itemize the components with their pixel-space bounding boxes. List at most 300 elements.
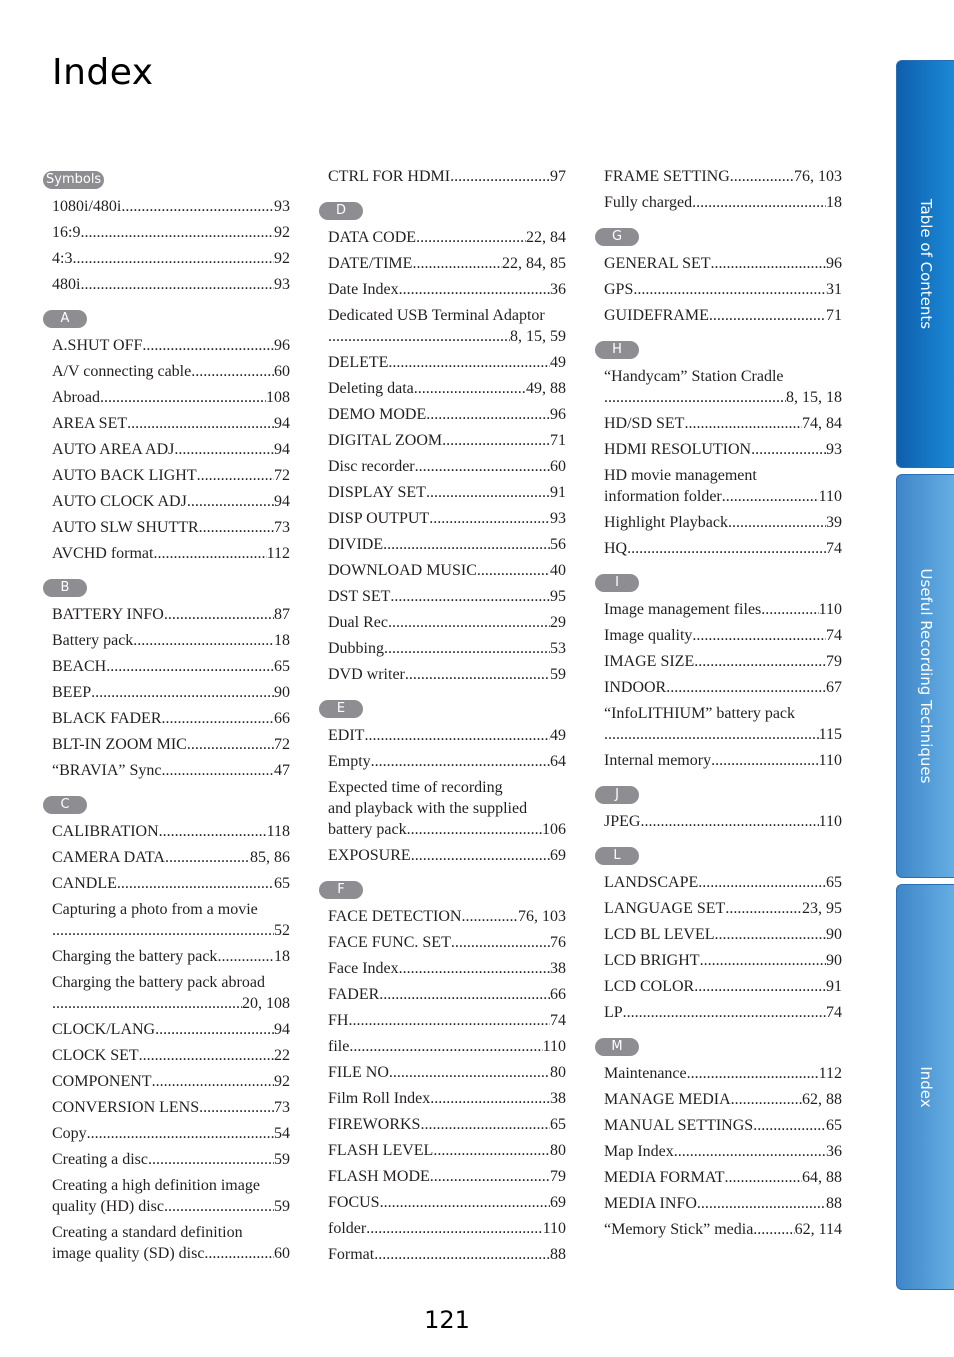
entry-pages[interactable]: 76 [550, 934, 566, 951]
entry-term: Face Index [328, 960, 399, 977]
dot-leader [461, 906, 518, 927]
entry-row [52, 1196, 290, 1217]
entry-pages[interactable]: 22 [274, 1047, 290, 1064]
index-entry[interactable] [52, 274, 290, 295]
index-entry[interactable] [328, 1010, 566, 1031]
entry-term: “Memory Stick” media [604, 1221, 754, 1238]
index-entry[interactable] [328, 1140, 566, 1161]
entry-pages[interactable]: 112 [266, 545, 290, 562]
entry-row [604, 1063, 842, 1084]
index-entry[interactable] [604, 1089, 842, 1110]
section-letter-badge: G [595, 228, 639, 246]
entry-pages[interactable]: 49, 88 [526, 380, 566, 397]
index-entry[interactable] [52, 1019, 290, 1040]
entry-pages[interactable]: 53 [550, 640, 566, 657]
entry-pages[interactable]: 112 [818, 1065, 842, 1082]
dot-leader [199, 517, 274, 538]
dot-leader [91, 682, 274, 703]
entry-term: DST SET [328, 588, 391, 605]
index-entry[interactable] [52, 543, 290, 564]
entry-pages[interactable]: 96 [550, 406, 566, 423]
index-entry[interactable] [604, 976, 842, 997]
dot-leader [451, 932, 550, 953]
dot-leader [199, 1097, 274, 1118]
index-entry[interactable] [328, 166, 566, 187]
index-entry[interactable] [52, 335, 290, 356]
index-entry[interactable] [604, 538, 842, 559]
entry-pages[interactable]: 93 [826, 441, 842, 458]
entry-pages[interactable]: 18 [274, 632, 290, 649]
index-entry[interactable] [604, 253, 842, 274]
entry-term: LCD COLOR [604, 978, 695, 995]
dot-leader [433, 1140, 550, 1161]
entry-row [604, 924, 842, 945]
section-letter-badge: B [43, 579, 87, 597]
index-entry[interactable] [604, 1193, 842, 1214]
index-entry[interactable] [52, 1071, 290, 1092]
index-column-2 [328, 166, 566, 1270]
entry-pages[interactable]: 65 [274, 875, 290, 892]
dot-leader [709, 305, 826, 326]
entry-term-line: Creating a standard definition [52, 1224, 243, 1241]
dot-leader [731, 1089, 802, 1110]
index-entry[interactable] [328, 586, 566, 607]
entry-pages[interactable]: 93 [274, 198, 290, 215]
index-entry[interactable] [328, 279, 566, 300]
index-entry[interactable] [604, 811, 842, 832]
dot-leader [121, 196, 274, 217]
entry-pages[interactable]: 74 [550, 1012, 566, 1029]
index-entry[interactable] [328, 1114, 566, 1135]
index-entry[interactable] [328, 725, 566, 746]
index-entry[interactable] [328, 305, 566, 347]
entry-pages[interactable]: 38 [550, 1090, 566, 1107]
entry-row [328, 253, 566, 274]
entry-pages[interactable]: 22, 84 [526, 229, 566, 246]
entry-pages[interactable]: 59 [274, 1198, 290, 1215]
dot-leader [640, 811, 818, 832]
index-entry[interactable] [52, 630, 290, 651]
entry-pages[interactable]: 74 [826, 540, 842, 557]
index-entry[interactable] [604, 1219, 842, 1240]
dot-leader [442, 430, 550, 451]
index-entry[interactable] [604, 898, 842, 919]
entry-pages[interactable]: 40 [550, 562, 566, 579]
entry-pages[interactable]: 72 [274, 467, 290, 484]
index-entry[interactable] [52, 972, 290, 1014]
dot-leader [633, 279, 826, 300]
entry-pages[interactable]: 96 [274, 337, 290, 354]
index-entry[interactable] [52, 1222, 290, 1264]
entry-row [328, 612, 566, 633]
entry-pages[interactable]: 60 [274, 1245, 290, 1262]
entry-row [52, 222, 290, 243]
index-section [328, 192, 566, 685]
index-entry[interactable] [604, 1063, 842, 1084]
index-entry[interactable] [52, 222, 290, 243]
dot-leader [364, 725, 550, 746]
entry-pages[interactable]: 92 [274, 224, 290, 241]
index-entry[interactable] [328, 534, 566, 555]
entry-pages[interactable]: 74 [826, 1004, 842, 1021]
entry-pages[interactable]: 60 [550, 458, 566, 475]
index-entry[interactable] [604, 750, 842, 771]
index-entry[interactable] [604, 924, 842, 945]
index-entry[interactable] [328, 1088, 566, 1109]
entry-term: LANGUAGE SET [604, 900, 726, 917]
entry-term: DISP OUTPUT [328, 510, 430, 527]
entry-pages[interactable]: 36 [826, 1143, 842, 1160]
entry-pages[interactable]: 62, 88 [802, 1091, 842, 1108]
entry-term: BEACH [52, 658, 107, 675]
index-entry[interactable] [52, 517, 290, 538]
index-entry[interactable] [328, 227, 566, 248]
entry-pages[interactable]: 94 [274, 1021, 290, 1038]
index-entry[interactable] [52, 465, 290, 486]
entry-pages[interactable]: 88 [826, 1195, 842, 1212]
entry-pages[interactable]: 92 [274, 1073, 290, 1090]
entry-pages[interactable]: 59 [274, 1151, 290, 1168]
entry-pages[interactable]: 110 [818, 813, 842, 830]
index-column-1 [46, 166, 290, 1269]
entry-pages[interactable]: 69 [550, 1194, 566, 1211]
dot-leader [692, 192, 826, 213]
index-entry[interactable] [328, 352, 566, 373]
entry-pages[interactable]: 18 [274, 948, 290, 965]
index-entry[interactable] [52, 682, 290, 703]
index-entry[interactable] [328, 906, 566, 927]
index-section [604, 1028, 842, 1240]
index-entry[interactable] [52, 1045, 290, 1066]
entry-row [328, 1062, 566, 1083]
entry-pages[interactable]: 66 [274, 710, 290, 727]
entry-pages[interactable]: 118 [266, 823, 290, 840]
index-entry[interactable] [604, 192, 842, 213]
index-entry[interactable] [328, 984, 566, 1005]
entry-row [604, 1115, 842, 1136]
dot-leader [412, 253, 502, 274]
entry-pages[interactable]: 90 [826, 926, 842, 943]
entry-pages[interactable]: 56 [550, 536, 566, 553]
entry-pages[interactable]: 94 [274, 441, 290, 458]
entry-row [604, 976, 842, 997]
dot-leader [711, 253, 826, 274]
entry-pages[interactable]: 31 [826, 281, 842, 298]
entry-term-line: “InfoLITHIUM” battery pack [604, 705, 796, 722]
entry-pages[interactable]: 8, 15, 59 [510, 328, 566, 345]
entry-pages[interactable]: 66 [550, 986, 566, 1003]
index-entry[interactable] [52, 387, 290, 408]
index-entry[interactable] [604, 366, 842, 408]
entry-term: Empty [328, 753, 371, 770]
entry-row [604, 677, 842, 698]
index-entry[interactable] [52, 1149, 290, 1170]
entry-pages[interactable]: 54 [274, 1125, 290, 1142]
tab-index[interactable] [896, 884, 954, 1290]
entry-pages[interactable]: 65 [826, 874, 842, 891]
entry-pages[interactable]: 110 [818, 488, 842, 505]
index-entry[interactable] [52, 708, 290, 729]
entry-pages[interactable]: 94 [274, 415, 290, 432]
entry-row [604, 538, 842, 559]
dot-leader [692, 625, 826, 646]
index-entry[interactable] [328, 638, 566, 659]
entry-pages[interactable]: 92 [274, 250, 290, 267]
entry-pages[interactable]: 79 [550, 1168, 566, 1185]
entry-pages[interactable]: 64 [550, 753, 566, 770]
entry-term: EXPOSURE [328, 847, 411, 864]
entry-pages[interactable]: 93 [550, 510, 566, 527]
index-entry[interactable] [604, 677, 842, 698]
index-entry[interactable] [328, 430, 566, 451]
index-entry[interactable] [604, 413, 842, 434]
section-letter-badge: E [319, 700, 363, 718]
dot-leader [374, 1244, 550, 1265]
index-entry[interactable] [52, 196, 290, 217]
entry-pages[interactable]: 29 [550, 614, 566, 631]
entry-row [604, 486, 842, 507]
entry-row [328, 1036, 566, 1057]
entry-pages[interactable]: 22, 84, 85 [502, 255, 566, 272]
entry-pages[interactable]: 110 [542, 1220, 566, 1237]
index-entry[interactable] [52, 847, 290, 868]
entry-term: AUTO CLOCK ADJ [52, 493, 187, 510]
entry-row [52, 760, 290, 781]
entry-term: CALIBRATION [52, 823, 159, 840]
tab-table-of-contents[interactable] [896, 60, 954, 468]
index-entry[interactable] [328, 1166, 566, 1187]
entry-pages[interactable]: 80 [550, 1064, 566, 1081]
index-entry[interactable] [328, 378, 566, 399]
entry-pages[interactable]: 8, 15, 18 [786, 389, 842, 406]
entry-pages[interactable]: 91 [550, 484, 566, 501]
index-entry[interactable] [328, 777, 566, 840]
entry-row [328, 560, 566, 581]
dot-leader [142, 335, 274, 356]
entry-pages[interactable]: 73 [274, 1099, 290, 1116]
index-entry[interactable] [52, 248, 290, 269]
index-entry[interactable] [52, 413, 290, 434]
index-entry[interactable] [328, 508, 566, 529]
dot-leader [429, 508, 550, 529]
index-entry[interactable] [328, 845, 566, 866]
index-entry[interactable] [52, 656, 290, 677]
entry-pages[interactable]: 36 [550, 281, 566, 298]
entry-row [604, 950, 842, 971]
index-entry[interactable] [604, 625, 842, 646]
entry-term: FLASH MODE [328, 1168, 430, 1185]
entry-pages[interactable]: 72 [274, 736, 290, 753]
index-entry[interactable] [604, 703, 842, 745]
entry-pages[interactable]: 76, 103 [518, 908, 566, 925]
dot-leader [694, 651, 826, 672]
index-entry[interactable] [328, 1036, 566, 1057]
index-entry[interactable] [52, 821, 290, 842]
entry-pages[interactable]: 74 [826, 627, 842, 644]
index-entry[interactable] [52, 873, 290, 894]
index-entry[interactable] [604, 1167, 842, 1188]
dot-leader [348, 1010, 550, 1031]
index-entry[interactable] [604, 279, 842, 300]
entry-pages[interactable]: 62, 114 [794, 1221, 842, 1238]
entry-row [604, 192, 842, 213]
index-entry[interactable] [52, 1097, 290, 1118]
index-entry[interactable] [328, 932, 566, 953]
entry-pages[interactable]: 52 [274, 922, 290, 939]
dot-leader [730, 166, 794, 187]
entry-row [604, 1219, 842, 1240]
entry-term: Film Roll Index [328, 1090, 431, 1107]
index-entry[interactable] [604, 1002, 842, 1023]
dot-leader [399, 279, 550, 300]
entry-row [52, 439, 290, 460]
index-entry[interactable] [328, 1192, 566, 1213]
index-entry[interactable] [52, 491, 290, 512]
entry-term: COMPONENT [52, 1073, 152, 1090]
index-entry[interactable] [604, 465, 842, 507]
entry-row [328, 751, 566, 772]
index-entry[interactable] [604, 1115, 842, 1136]
index-entry[interactable] [604, 651, 842, 672]
entry-row [52, 1097, 290, 1118]
entry-pages[interactable]: 79 [826, 653, 842, 670]
entry-pages[interactable]: 115 [818, 726, 842, 743]
entry-pages[interactable]: 85, 86 [250, 849, 290, 866]
entry-pages[interactable]: 47 [274, 762, 290, 779]
entry-pages[interactable]: 94 [274, 493, 290, 510]
index-entry[interactable] [328, 482, 566, 503]
index-entry[interactable] [604, 872, 842, 893]
dot-leader [426, 482, 550, 503]
entry-row [328, 1088, 566, 1109]
entry-pages[interactable]: 73 [274, 519, 290, 536]
dot-leader [674, 1141, 826, 1162]
entry-term: LP [604, 1004, 623, 1021]
page-number: 121 [424, 1306, 470, 1334]
entry-row [52, 387, 290, 408]
entry-pages[interactable]: 110 [818, 752, 842, 769]
dot-leader [349, 1036, 542, 1057]
index-entry[interactable] [604, 439, 842, 460]
index-entry[interactable] [52, 899, 290, 941]
entry-pages[interactable]: 91 [826, 978, 842, 995]
index-entry[interactable] [52, 361, 290, 382]
entry-pages[interactable]: 80 [550, 1142, 566, 1159]
entry-pages[interactable]: 90 [826, 952, 842, 969]
dot-leader [159, 821, 267, 842]
index-entry[interactable] [328, 958, 566, 979]
index-entry[interactable] [328, 1062, 566, 1083]
entry-pages[interactable]: 90 [274, 684, 290, 701]
entry-pages[interactable]: 18 [826, 194, 842, 211]
entry-pages[interactable]: 106 [542, 821, 566, 838]
index-entry[interactable] [52, 439, 290, 460]
entry-pages[interactable]: 49 [550, 727, 566, 744]
entry-pages[interactable]: 71 [826, 307, 842, 324]
index-entry[interactable] [604, 166, 842, 187]
index-entry[interactable] [328, 1218, 566, 1239]
entry-pages[interactable]: 60 [274, 363, 290, 380]
entry-pages[interactable]: 69 [550, 847, 566, 864]
entry-pages[interactable]: 96 [826, 255, 842, 272]
entry-pages[interactable]: 110 [542, 1038, 566, 1055]
entry-pages[interactable]: 65 [274, 658, 290, 675]
index-entry[interactable] [52, 604, 290, 625]
dot-leader [127, 413, 274, 434]
index-entry[interactable] [52, 760, 290, 781]
entry-pages[interactable]: 59 [550, 666, 566, 683]
index-section [604, 331, 842, 559]
index-entry[interactable] [52, 734, 290, 755]
index-entry[interactable] [328, 1244, 566, 1265]
entry-pages[interactable]: 110 [818, 601, 842, 618]
dot-leader [164, 1196, 274, 1217]
index-entry[interactable] [604, 599, 842, 620]
entry-pages[interactable]: 65 [826, 1117, 842, 1134]
entry-pages[interactable]: 88 [550, 1246, 566, 1263]
tab-useful-recording-techniques[interactable] [896, 474, 954, 878]
entry-pages[interactable]: 20, 108 [242, 995, 290, 1012]
section-letter-badge: C [43, 796, 87, 814]
entry-pages[interactable]: 65 [550, 1116, 566, 1133]
entry-row [52, 1071, 290, 1092]
entry-pages[interactable]: 87 [274, 606, 290, 623]
entry-pages[interactable]: 71 [550, 432, 566, 449]
index-entry[interactable] [52, 1123, 290, 1144]
index-section [604, 218, 842, 326]
entry-row [328, 845, 566, 866]
entry-pages[interactable]: 23, 95 [802, 900, 842, 917]
index-entry[interactable] [328, 751, 566, 772]
entry-pages[interactable]: 38 [550, 960, 566, 977]
entry-pages[interactable]: 64, 88 [802, 1169, 842, 1186]
entry-pages[interactable]: 95 [550, 588, 566, 605]
index-entry[interactable] [604, 1141, 842, 1162]
entry-pages[interactable]: 93 [274, 276, 290, 293]
entry-pages[interactable]: 76, 103 [794, 168, 842, 185]
dot-leader [366, 1218, 542, 1239]
entry-pages[interactable]: 39 [826, 514, 842, 531]
dot-leader [399, 958, 550, 979]
index-entry[interactable] [328, 456, 566, 477]
entry-row [604, 387, 842, 408]
entry-term: DOWNLOAD MUSIC [328, 562, 477, 579]
entry-row [52, 335, 290, 356]
index-entry[interactable] [328, 404, 566, 425]
index-entry[interactable] [328, 253, 566, 274]
entry-pages[interactable]: 67 [826, 679, 842, 696]
index-entry[interactable] [328, 560, 566, 581]
entry-row [604, 166, 842, 187]
entry-term: AREA SET [52, 415, 128, 432]
entry-term: DELETE [328, 354, 389, 371]
index-entry[interactable] [604, 512, 842, 533]
entry-pages[interactable]: 108 [266, 389, 290, 406]
entry-row [52, 734, 290, 755]
entry-pages[interactable]: 74, 84 [802, 415, 842, 432]
entry-term: FH [328, 1012, 349, 1029]
index-entry[interactable] [604, 305, 842, 326]
entry-pages[interactable]: 49 [550, 354, 566, 371]
index-entry[interactable] [328, 612, 566, 633]
index-entry[interactable] [52, 946, 290, 967]
entry-pages[interactable]: 97 [550, 168, 566, 185]
index-entry[interactable] [604, 950, 842, 971]
entry-row [52, 196, 290, 217]
index-entry[interactable] [328, 664, 566, 685]
entry-term: A/V connecting cable [52, 363, 192, 380]
index-entry[interactable] [52, 1175, 290, 1217]
